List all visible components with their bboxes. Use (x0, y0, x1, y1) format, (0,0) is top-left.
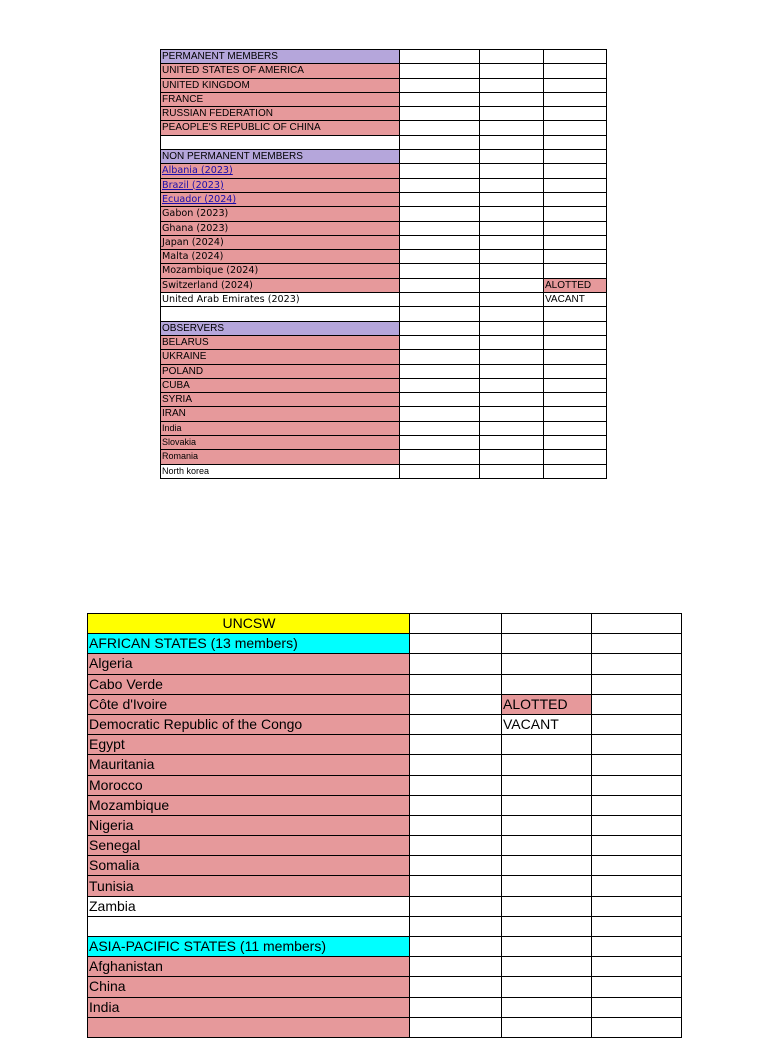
empty-cell[interactable] (480, 450, 544, 464)
country-cell[interactable]: Albania (2023) (161, 164, 400, 178)
empty-cell[interactable] (480, 221, 544, 235)
empty-cell[interactable] (480, 421, 544, 435)
country-cell[interactable]: Japan (2024) (161, 235, 400, 249)
table-row (88, 674, 682, 694)
empty-cell[interactable] (410, 836, 502, 856)
table-row (88, 634, 682, 654)
empty-cell[interactable] (410, 674, 502, 694)
table-row (161, 78, 607, 92)
table-row (161, 307, 607, 321)
status-cell[interactable] (502, 735, 592, 755)
empty-cell[interactable] (410, 957, 502, 977)
table-row (88, 856, 682, 876)
empty-cell[interactable] (400, 78, 480, 92)
country-cell[interactable]: AFRICAN STATES (13 members) (88, 634, 410, 654)
status-cell[interactable] (502, 614, 592, 634)
status-cell[interactable] (544, 407, 607, 421)
empty-cell[interactable] (592, 654, 682, 674)
empty-cell[interactable] (592, 815, 682, 835)
country-cell[interactable]: Romania (161, 450, 400, 464)
empty-cell[interactable] (480, 364, 544, 378)
status-cell[interactable] (544, 364, 607, 378)
empty-cell[interactable] (400, 92, 480, 106)
status-cell[interactable] (502, 654, 592, 674)
empty-cell[interactable] (410, 795, 502, 815)
empty-cell[interactable] (480, 293, 544, 307)
country-cell[interactable]: UNITED KINGDOM (161, 78, 400, 92)
empty-cell[interactable] (592, 896, 682, 916)
empty-cell[interactable] (400, 135, 480, 149)
status-cell[interactable]: VACANT (502, 714, 592, 734)
empty-cell[interactable] (410, 755, 502, 775)
table-row (88, 977, 682, 997)
country-cell[interactable]: Mauritania (88, 755, 410, 775)
status-cell[interactable] (502, 1017, 592, 1037)
empty-cell[interactable] (400, 278, 480, 292)
empty-cell[interactable] (592, 735, 682, 755)
empty-cell[interactable] (410, 654, 502, 674)
table-row (161, 221, 607, 235)
empty-cell[interactable] (400, 107, 480, 121)
empty-cell[interactable] (480, 92, 544, 106)
country-cell[interactable]: OBSERVERS (161, 321, 400, 335)
empty-cell[interactable] (592, 856, 682, 876)
status-cell[interactable] (502, 896, 592, 916)
table-row (88, 937, 682, 957)
status-cell[interactable] (544, 107, 607, 121)
status-cell[interactable] (502, 836, 592, 856)
status-cell[interactable] (502, 815, 592, 835)
empty-cell[interactable] (400, 464, 480, 478)
empty-cell[interactable] (400, 192, 480, 206)
empty-cell[interactable] (410, 815, 502, 835)
status-cell[interactable] (544, 178, 607, 192)
empty-cell[interactable] (410, 634, 502, 654)
status-cell[interactable] (544, 264, 607, 278)
empty-cell[interactable] (400, 264, 480, 278)
country-cell[interactable] (88, 916, 410, 936)
empty-cell[interactable] (592, 714, 682, 734)
country-cell[interactable] (161, 307, 400, 321)
empty-cell[interactable] (400, 335, 480, 349)
country-cell[interactable]: Slovakia (161, 436, 400, 450)
table-row (88, 1017, 682, 1037)
country-cell[interactable]: UNCSW (88, 614, 410, 634)
status-cell[interactable] (544, 350, 607, 364)
status-cell[interactable] (502, 856, 592, 876)
empty-cell[interactable] (592, 997, 682, 1017)
empty-cell[interactable] (410, 997, 502, 1017)
empty-cell[interactable] (400, 50, 480, 64)
status-cell[interactable] (544, 164, 607, 178)
table-row (88, 916, 682, 936)
country-cell[interactable]: BELARUS (161, 335, 400, 349)
empty-cell[interactable] (410, 876, 502, 896)
empty-cell[interactable] (400, 407, 480, 421)
empty-cell[interactable] (592, 775, 682, 795)
empty-cell[interactable] (592, 694, 682, 714)
table-row (161, 278, 607, 292)
empty-cell[interactable] (410, 1017, 502, 1037)
status-cell[interactable] (502, 674, 592, 694)
country-cell[interactable]: Switzerland (2024) (161, 278, 400, 292)
country-cell[interactable]: Brazil (2023) (161, 178, 400, 192)
empty-cell[interactable] (480, 121, 544, 135)
country-cell[interactable]: Cabo Verde (88, 674, 410, 694)
empty-cell[interactable] (592, 614, 682, 634)
country-cell[interactable]: RUSSIAN FEDERATION (161, 107, 400, 121)
country-cell[interactable]: Senegal (88, 836, 410, 856)
country-cell[interactable] (161, 135, 400, 149)
country-cell[interactable]: Tunisia (88, 876, 410, 896)
empty-cell[interactable] (480, 393, 544, 407)
empty-cell[interactable] (400, 350, 480, 364)
empty-cell[interactable] (480, 135, 544, 149)
table-row (161, 135, 607, 149)
status-cell[interactable] (544, 235, 607, 249)
table-row (88, 997, 682, 1017)
country-cell[interactable]: Algeria (88, 654, 410, 674)
country-cell[interactable]: CUBA (161, 378, 400, 392)
status-cell[interactable] (502, 997, 592, 1017)
status-cell[interactable] (544, 321, 607, 335)
status-cell[interactable] (544, 92, 607, 106)
country-cell[interactable]: Democratic Republic of the Congo (88, 714, 410, 734)
country-cell[interactable]: India (161, 421, 400, 435)
table-row (88, 896, 682, 916)
table-row (161, 393, 607, 407)
empty-cell[interactable] (592, 634, 682, 654)
country-cell[interactable]: Ghana (2023) (161, 221, 400, 235)
empty-cell[interactable] (400, 121, 480, 135)
table-row (161, 121, 607, 135)
empty-cell[interactable] (400, 207, 480, 221)
empty-cell[interactable] (480, 107, 544, 121)
empty-cell[interactable] (592, 977, 682, 997)
table-row (88, 755, 682, 775)
status-cell[interactable] (502, 876, 592, 896)
empty-cell[interactable] (480, 307, 544, 321)
table-row (161, 421, 607, 435)
empty-cell[interactable] (400, 178, 480, 192)
table-row (161, 150, 607, 164)
country-cell[interactable]: Côte d'Ivoire (88, 694, 410, 714)
country-cell[interactable]: UNITED STATES OF AMERICA (161, 64, 400, 78)
status-cell[interactable] (544, 64, 607, 78)
status-cell[interactable] (544, 464, 607, 478)
empty-cell[interactable] (480, 235, 544, 249)
empty-cell[interactable] (400, 307, 480, 321)
table-row (88, 714, 682, 734)
table-row (161, 293, 607, 307)
status-cell[interactable] (544, 450, 607, 464)
empty-cell[interactable] (400, 64, 480, 78)
status-cell[interactable] (502, 634, 592, 654)
empty-cell[interactable] (410, 937, 502, 957)
status-cell[interactable] (544, 307, 607, 321)
status-cell[interactable] (502, 795, 592, 815)
table-row (88, 735, 682, 755)
empty-cell[interactable] (410, 896, 502, 916)
empty-cell[interactable] (480, 50, 544, 64)
empty-cell[interactable] (480, 264, 544, 278)
status-cell[interactable] (544, 393, 607, 407)
table-row (161, 192, 607, 206)
table-row (88, 614, 682, 634)
empty-cell[interactable] (480, 335, 544, 349)
country-cell[interactable]: ASIA-PACIFIC STATES (11 members) (88, 937, 410, 957)
table-row (161, 364, 607, 378)
status-cell[interactable] (544, 335, 607, 349)
empty-cell[interactable] (400, 293, 480, 307)
empty-cell[interactable] (592, 957, 682, 977)
empty-cell[interactable] (410, 775, 502, 795)
table-row (88, 957, 682, 977)
empty-cell[interactable] (400, 150, 480, 164)
status-cell[interactable]: ALOTTED (502, 694, 592, 714)
status-cell[interactable] (544, 250, 607, 264)
table-row (88, 654, 682, 674)
country-cell[interactable] (88, 1017, 410, 1037)
table-row (88, 775, 682, 795)
country-cell[interactable]: China (88, 977, 410, 997)
country-cell[interactable]: SYRIA (161, 393, 400, 407)
table-row (161, 450, 607, 464)
empty-cell[interactable] (480, 436, 544, 450)
table-row (161, 92, 607, 106)
table-row (161, 235, 607, 249)
country-cell[interactable]: Zambia (88, 896, 410, 916)
empty-cell[interactable] (592, 836, 682, 856)
table-row (88, 795, 682, 815)
country-cell[interactable]: Morocco (88, 775, 410, 795)
empty-cell[interactable] (480, 78, 544, 92)
empty-cell[interactable] (480, 192, 544, 206)
empty-cell[interactable] (480, 150, 544, 164)
empty-cell[interactable] (480, 164, 544, 178)
table-row (88, 694, 682, 714)
empty-cell[interactable] (410, 735, 502, 755)
empty-cell[interactable] (400, 364, 480, 378)
uncsw-table (87, 613, 682, 1038)
country-cell[interactable]: IRAN (161, 407, 400, 421)
empty-cell[interactable] (592, 755, 682, 775)
table-row (161, 350, 607, 364)
empty-cell[interactable] (480, 278, 544, 292)
country-cell[interactable]: Mozambique (2024) (161, 264, 400, 278)
status-cell[interactable] (502, 937, 592, 957)
empty-cell[interactable] (592, 916, 682, 936)
country-cell[interactable]: North korea (161, 464, 400, 478)
status-cell[interactable] (502, 977, 592, 997)
empty-cell[interactable] (480, 407, 544, 421)
table-row (161, 207, 607, 221)
status-cell[interactable] (544, 150, 607, 164)
empty-cell[interactable] (400, 321, 480, 335)
country-cell[interactable]: United Arab Emirates (2023) (161, 293, 400, 307)
empty-cell[interactable] (592, 674, 682, 694)
status-cell[interactable] (544, 121, 607, 135)
table-row (161, 50, 607, 64)
empty-cell[interactable] (592, 1017, 682, 1037)
table-row (161, 378, 607, 392)
status-cell[interactable] (502, 755, 592, 775)
empty-cell[interactable] (410, 977, 502, 997)
table-row (88, 876, 682, 896)
empty-cell[interactable] (400, 450, 480, 464)
empty-cell[interactable] (480, 64, 544, 78)
country-cell[interactable]: PEAOPLE'S REPUBLIC OF CHINA (161, 121, 400, 135)
empty-cell[interactable] (592, 795, 682, 815)
empty-cell[interactable] (400, 235, 480, 249)
empty-cell[interactable] (480, 250, 544, 264)
status-cell[interactable] (544, 378, 607, 392)
table-row (161, 264, 607, 278)
country-cell[interactable]: Somalia (88, 856, 410, 876)
country-cell[interactable]: UKRAINE (161, 350, 400, 364)
empty-cell[interactable] (400, 250, 480, 264)
empty-cell[interactable] (480, 207, 544, 221)
table-row (88, 815, 682, 835)
empty-cell[interactable] (410, 714, 502, 734)
country-cell[interactable]: Ecuador (2024) (161, 192, 400, 206)
empty-cell[interactable] (410, 856, 502, 876)
empty-cell[interactable] (480, 350, 544, 364)
status-cell[interactable] (544, 221, 607, 235)
security-council-table (160, 49, 607, 479)
country-cell[interactable]: Nigeria (88, 815, 410, 835)
empty-cell[interactable] (400, 164, 480, 178)
status-cell[interactable]: VACANT (544, 293, 607, 307)
status-cell[interactable] (544, 436, 607, 450)
status-cell[interactable] (502, 775, 592, 795)
table-row (88, 836, 682, 856)
empty-cell[interactable] (410, 694, 502, 714)
table-row (161, 107, 607, 121)
table-row (161, 436, 607, 450)
country-cell[interactable]: Malta (2024) (161, 250, 400, 264)
empty-cell[interactable] (480, 321, 544, 335)
empty-cell[interactable] (410, 614, 502, 634)
table-row (161, 64, 607, 78)
table-row (161, 407, 607, 421)
country-cell[interactable]: NON PERMANENT MEMBERS (161, 150, 400, 164)
empty-cell[interactable] (400, 421, 480, 435)
empty-cell[interactable] (410, 916, 502, 936)
country-cell[interactable]: Egypt (88, 735, 410, 755)
country-cell[interactable]: Afghanistan (88, 957, 410, 977)
status-cell[interactable] (544, 50, 607, 64)
empty-cell[interactable] (400, 378, 480, 392)
country-cell[interactable]: India (88, 997, 410, 1017)
empty-cell[interactable] (400, 221, 480, 235)
status-cell[interactable] (544, 78, 607, 92)
status-cell[interactable] (544, 192, 607, 206)
table-row (161, 321, 607, 335)
country-cell[interactable]: Gabon (2023) (161, 207, 400, 221)
status-cell[interactable] (544, 421, 607, 435)
status-cell[interactable]: ALOTTED (544, 278, 607, 292)
country-cell[interactable]: FRANCE (161, 92, 400, 106)
country-cell[interactable]: Mozambique (88, 795, 410, 815)
table-row (161, 335, 607, 349)
table-row (161, 164, 607, 178)
status-cell[interactable] (544, 135, 607, 149)
status-cell[interactable] (502, 957, 592, 977)
table-row (161, 464, 607, 478)
table-row (161, 250, 607, 264)
empty-cell[interactable] (480, 178, 544, 192)
empty-cell[interactable] (400, 393, 480, 407)
empty-cell[interactable] (592, 876, 682, 896)
table-row (161, 178, 607, 192)
empty-cell[interactable] (480, 378, 544, 392)
country-cell[interactable]: POLAND (161, 364, 400, 378)
empty-cell[interactable] (400, 436, 480, 450)
status-cell[interactable] (502, 916, 592, 936)
empty-cell[interactable] (592, 937, 682, 957)
status-cell[interactable] (544, 207, 607, 221)
empty-cell[interactable] (480, 464, 544, 478)
country-cell[interactable]: PERMANENT MEMBERS (161, 50, 400, 64)
